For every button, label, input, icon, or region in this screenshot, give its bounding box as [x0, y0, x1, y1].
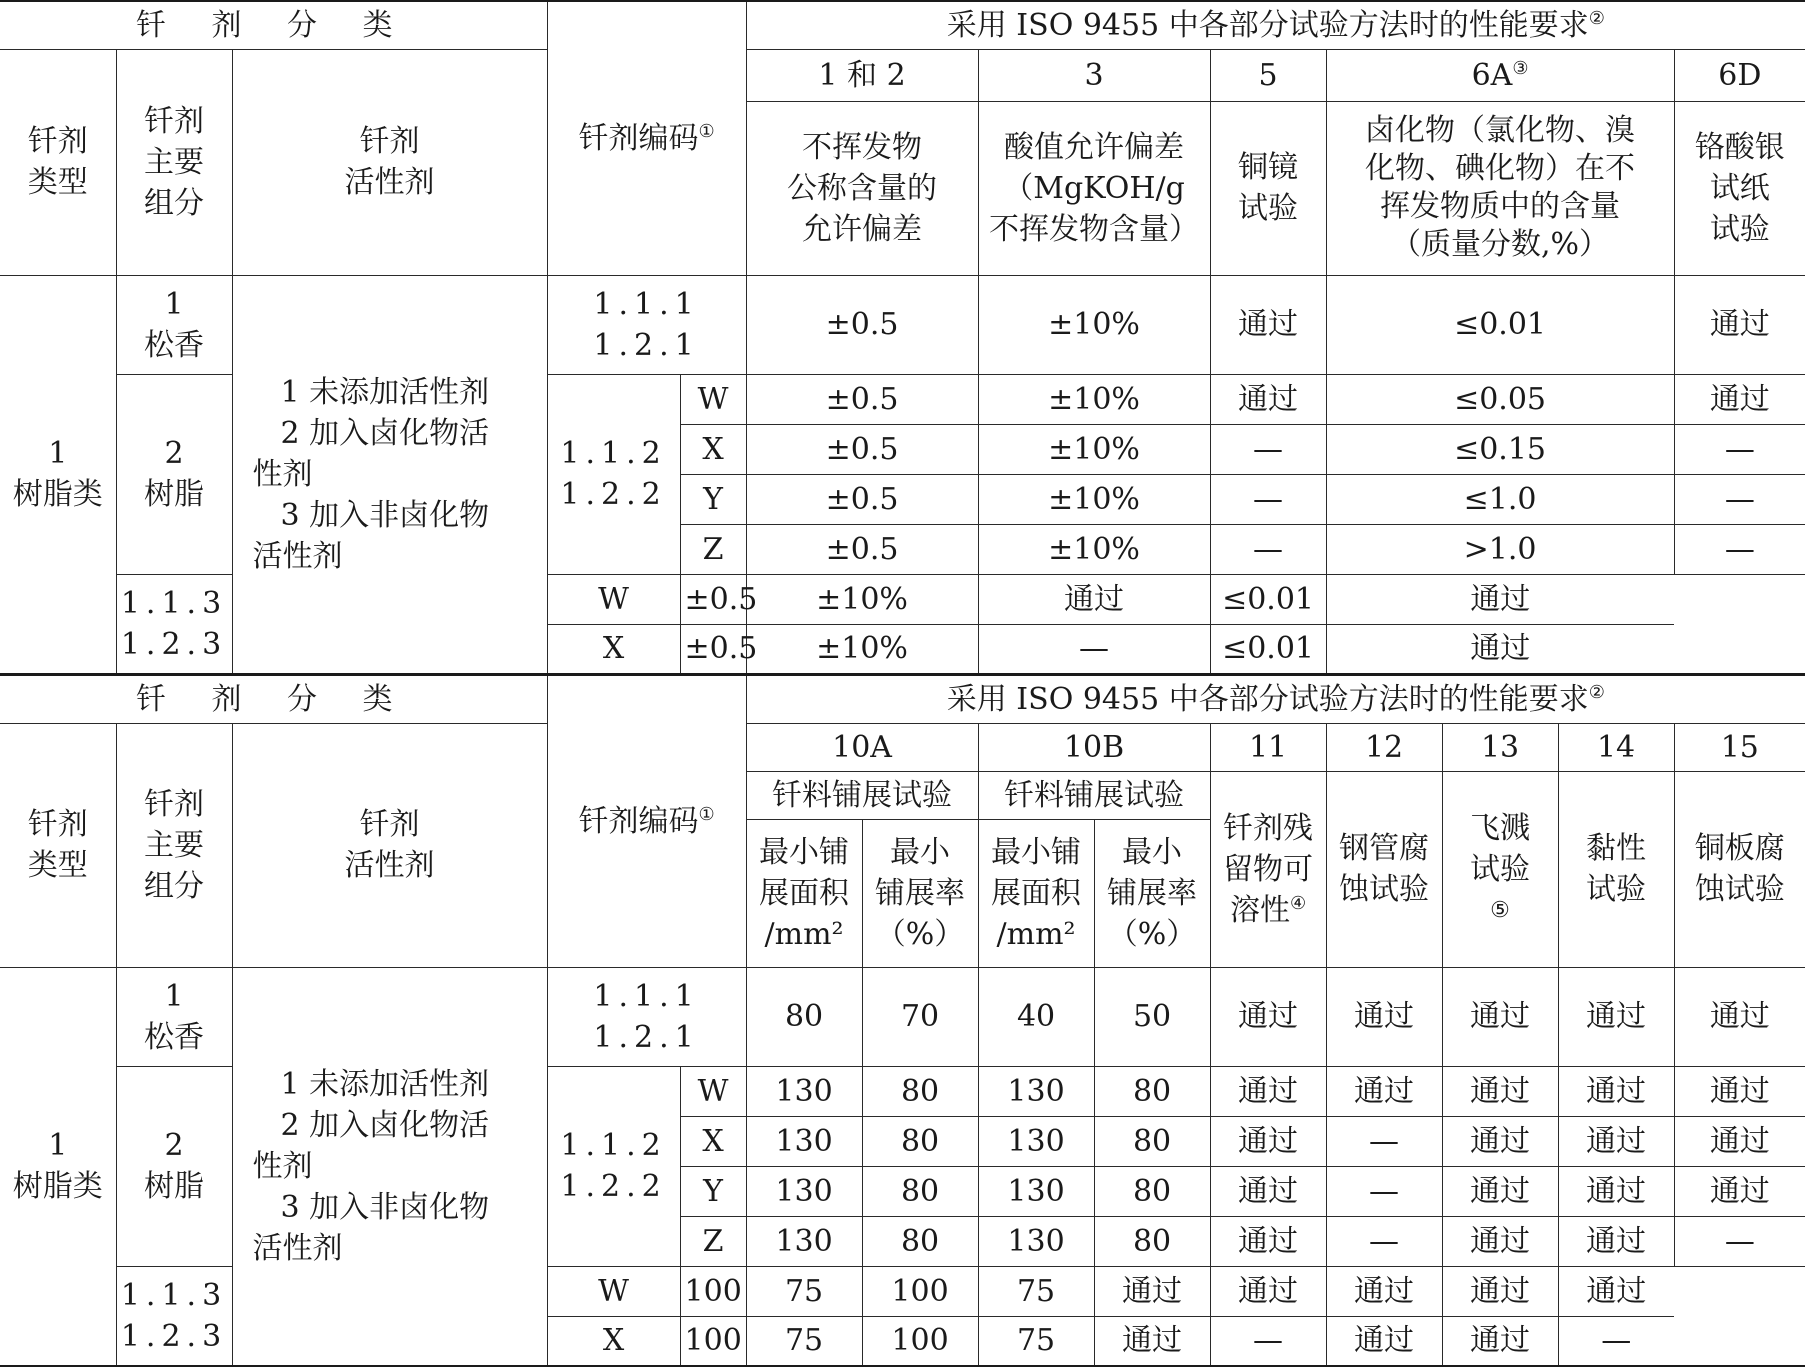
value-cell: ≤0.01 — [1210, 624, 1326, 674]
value-cell: ±10% — [978, 474, 1210, 524]
value-cell: ±0.5 — [746, 424, 978, 474]
value-cell: 通过 — [1210, 1216, 1326, 1266]
requirements-header: 采用 ISO 9455 中各部分试验方法时的性能要求② — [746, 1, 1805, 49]
value-cell: 通过 — [1326, 1066, 1442, 1116]
value-cell: 通过 — [1674, 1116, 1805, 1166]
value-cell: ±10% — [978, 275, 1210, 374]
value-cell: 130 — [978, 1166, 1094, 1216]
flux-code-cell: 1.1.3 1.2.3 — [116, 1266, 232, 1366]
value-cell: 通过 — [1210, 1166, 1326, 1216]
value-cell: 通过 — [1442, 1266, 1558, 1316]
variant-cell: W — [547, 1266, 680, 1316]
variant-cell: W — [680, 374, 746, 424]
value-cell: 130 — [978, 1116, 1094, 1166]
value-cell: — — [1674, 1216, 1805, 1266]
flux-code-cell: 1.1.1 1.2.1 — [547, 967, 746, 1066]
variant-cell: X — [547, 1316, 680, 1366]
variant-cell: Y — [680, 1166, 746, 1216]
variant-cell: X — [680, 1116, 746, 1166]
value-cell: 通过 — [1210, 374, 1326, 424]
method-number: 6D — [1674, 49, 1805, 101]
method-number: 13 — [1442, 723, 1558, 771]
test-nonvolatile-tolerance: 不挥发物 公称含量的 允许偏差 — [746, 101, 978, 275]
method-number: 10A — [746, 723, 978, 771]
method-number: 10B — [978, 723, 1210, 771]
value-cell: 通过 — [1558, 1266, 1674, 1316]
value-cell: — — [1674, 474, 1805, 524]
value-cell: 100 — [862, 1266, 978, 1316]
test-acid-value: 酸值允许偏差 （MgKOH/g 不挥发物含量） — [978, 101, 1210, 275]
value-cell: 130 — [746, 1216, 862, 1266]
activator-header: 钎剂 活性剂 — [232, 723, 547, 967]
value-cell: ≤0.15 — [1326, 424, 1674, 474]
value-cell: — — [1210, 474, 1326, 524]
test-steel-tube-corrosion: 钢管腐 蚀试验 — [1326, 771, 1442, 967]
value-cell: 通过 — [1210, 1066, 1326, 1116]
value-cell: — — [1210, 1316, 1326, 1366]
value-cell: 80 — [1094, 1066, 1210, 1116]
value-cell: 通过 — [1326, 574, 1674, 624]
test-silver-chromate: 铬酸银 试纸 试验 — [1674, 101, 1805, 275]
method-number: 15 — [1674, 723, 1805, 771]
value-cell: — — [1558, 1316, 1674, 1366]
test-spatter: 飞溅 试验 ⑤ — [1442, 771, 1558, 967]
method-number: 3 — [978, 49, 1210, 101]
value-cell: ±0.5 — [680, 624, 746, 674]
value-cell: — — [1210, 424, 1326, 474]
spread-test-label: 钎料铺展试验 — [978, 771, 1210, 819]
value-cell: ±10% — [746, 574, 978, 624]
value-cell: — — [1674, 424, 1805, 474]
value-cell: 80 — [862, 1166, 978, 1216]
value-cell: 75 — [746, 1316, 862, 1366]
value-cell: 通过 — [1210, 1266, 1326, 1316]
value-cell: 通过 — [1094, 1316, 1210, 1366]
value-cell: 通过 — [1326, 1266, 1442, 1316]
value-cell: 130 — [978, 1066, 1094, 1116]
value-cell: 80 — [1094, 1116, 1210, 1166]
value-cell: 通过 — [1326, 624, 1674, 674]
min-spread-rate: 最小 铺展率 （%） — [1094, 819, 1210, 967]
method-number: 5 — [1210, 49, 1326, 101]
test-tackiness: 黏性 试验 — [1558, 771, 1674, 967]
method-number: 14 — [1558, 723, 1674, 771]
flux-code-cell: 1.1.1 1.2.1 — [547, 275, 746, 374]
value-cell: — — [1210, 524, 1326, 574]
flux-code-cell: 1.1.3 1.2.3 — [116, 574, 232, 674]
classification-header: 钎 剂 分 类 — [0, 1, 547, 49]
method-number: 12 — [1326, 723, 1442, 771]
value-cell: 通过 — [1442, 1116, 1558, 1166]
value-cell: — — [978, 624, 1210, 674]
min-spread-area: 最小铺 展面积 /mm² — [978, 819, 1094, 967]
value-cell: 通过 — [1210, 275, 1326, 374]
test-halide-content: 卤化物（氯化物、溴 化物、碘化物）在不 挥发物质中的含量 （质量分数,%） — [1326, 101, 1674, 275]
resin-cell: 2 树脂 — [116, 374, 232, 574]
value-cell: ±0.5 — [746, 524, 978, 574]
value-cell: 通过 — [1442, 1166, 1558, 1216]
flux-type-header: 钎剂 类型 — [0, 49, 116, 275]
value-cell: ±0.5 — [746, 474, 978, 524]
flux-table-top — [0, 0, 1805, 675]
value-cell: ±0.5 — [680, 574, 746, 624]
value-cell: 75 — [978, 1266, 1094, 1316]
flux-table-bottom — [0, 674, 1805, 1367]
value-cell: ≤0.01 — [1210, 574, 1326, 624]
value-cell: 80 — [746, 967, 862, 1066]
value-cell: ≤0.01 — [1326, 275, 1674, 374]
value-cell: — — [1326, 1216, 1442, 1266]
value-cell: 通过 — [978, 574, 1210, 624]
classification-header: 钎 剂 分 类 — [0, 675, 547, 723]
flux-type-cell: 1 树脂类 — [0, 967, 116, 1366]
value-cell: 40 — [978, 967, 1094, 1066]
flux-code-header: 钎剂编码① — [547, 675, 746, 967]
value-cell: 通过 — [1442, 967, 1558, 1066]
flux-type-cell: 1 树脂类 — [0, 275, 116, 674]
min-spread-rate: 最小 铺展率 （%） — [862, 819, 978, 967]
test-residue-solubility: 钎剂残 留物可 溶性④ — [1210, 771, 1326, 967]
value-cell: 50 — [1094, 967, 1210, 1066]
test-copper-plate-corrosion: 铜板腐 蚀试验 — [1674, 771, 1805, 967]
value-cell: 100 — [680, 1316, 746, 1366]
value-cell: ±10% — [978, 374, 1210, 424]
value-cell: 通过 — [1674, 275, 1805, 374]
value-cell: 130 — [978, 1216, 1094, 1266]
variant-cell: Z — [680, 524, 746, 574]
value-cell: ±0.5 — [746, 275, 978, 374]
value-cell: ±10% — [978, 524, 1210, 574]
flux-code-header: 钎剂编码① — [547, 1, 746, 275]
value-cell: 通过 — [1558, 1066, 1674, 1116]
flux-type-header: 钎剂 类型 — [0, 723, 116, 967]
requirements-header: 采用 ISO 9455 中各部分试验方法时的性能要求② — [746, 675, 1805, 723]
spread-test-label: 钎料铺展试验 — [746, 771, 978, 819]
value-cell: 通过 — [1674, 374, 1805, 424]
value-cell: ±10% — [746, 624, 978, 674]
method-number: 11 — [1210, 723, 1326, 771]
variant-cell: X — [680, 424, 746, 474]
resin-cell: 2 树脂 — [116, 1066, 232, 1266]
variant-cell: X — [547, 624, 680, 674]
variant-cell: W — [547, 574, 680, 624]
value-cell: — — [1326, 1166, 1442, 1216]
method-number: 1 和 2 — [746, 49, 978, 101]
activator-cell: 1 未添加活性剂 2 加入卤化物活 性剂 3 加入非卤化物 活性剂 — [232, 275, 547, 674]
flux-code-cell: 1.1.2 1.2.2 — [547, 1066, 680, 1266]
value-cell: 通过 — [1674, 1166, 1805, 1216]
value-cell: 通过 — [1094, 1266, 1210, 1316]
value-cell: 通过 — [1558, 1216, 1674, 1266]
value-cell: ±0.5 — [746, 374, 978, 424]
value-cell: 80 — [862, 1066, 978, 1116]
value-cell: — — [1326, 1116, 1442, 1166]
value-cell: 100 — [680, 1266, 746, 1316]
value-cell: 130 — [746, 1166, 862, 1216]
value-cell: 通过 — [1442, 1216, 1558, 1266]
value-cell: 130 — [746, 1066, 862, 1116]
activator-cell: 1 未添加活性剂 2 加入卤化物活 性剂 3 加入非卤化物 活性剂 — [232, 967, 547, 1366]
value-cell: 100 — [862, 1316, 978, 1366]
variant-cell: W — [680, 1066, 746, 1116]
value-cell: 80 — [1094, 1166, 1210, 1216]
value-cell: 通过 — [1674, 967, 1805, 1066]
main-component-header: 钎剂 主要 组分 — [116, 49, 232, 275]
method-number: 6A③ — [1326, 49, 1674, 101]
value-cell: 通过 — [1558, 1166, 1674, 1216]
value-cell: 130 — [746, 1116, 862, 1166]
table-row — [0, 967, 1805, 1066]
value-cell: 通过 — [1326, 1316, 1442, 1366]
value-cell: 80 — [1094, 1216, 1210, 1266]
value-cell: 75 — [746, 1266, 862, 1316]
value-cell: 75 — [978, 1316, 1094, 1366]
rosin-cell: 1 松香 — [116, 275, 232, 374]
variant-cell: Z — [680, 1216, 746, 1266]
variant-cell: Y — [680, 474, 746, 524]
min-spread-area: 最小铺 展面积 /mm² — [746, 819, 862, 967]
value-cell: 通过 — [1210, 1116, 1326, 1166]
value-cell: 通过 — [1442, 1066, 1558, 1116]
value-cell: 通过 — [1674, 1066, 1805, 1116]
value-cell: — — [1674, 524, 1805, 574]
activator-header: 钎剂 活性剂 — [232, 49, 547, 275]
rosin-cell: 1 松香 — [116, 967, 232, 1066]
value-cell: ≤1.0 — [1326, 474, 1674, 524]
value-cell: 通过 — [1326, 967, 1442, 1066]
value-cell: 通过 — [1442, 1316, 1558, 1366]
value-cell: 通过 — [1558, 1116, 1674, 1166]
value-cell: ≤0.05 — [1326, 374, 1674, 424]
value-cell: 80 — [862, 1116, 978, 1166]
flux-code-cell: 1.1.2 1.2.2 — [547, 374, 680, 574]
main-component-header: 钎剂 主要 组分 — [116, 723, 232, 967]
value-cell: 通过 — [1210, 967, 1326, 1066]
value-cell: 80 — [862, 1216, 978, 1266]
value-cell: 70 — [862, 967, 978, 1066]
value-cell: ±10% — [978, 424, 1210, 474]
value-cell: >1.0 — [1326, 524, 1674, 574]
table-row — [0, 275, 1805, 374]
test-copper-mirror: 铜镜 试验 — [1210, 101, 1326, 275]
value-cell: 通过 — [1558, 967, 1674, 1066]
